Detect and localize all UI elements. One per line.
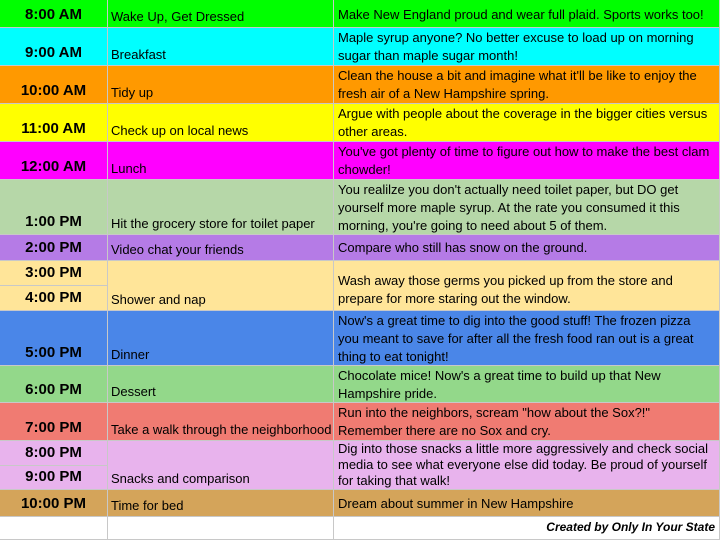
time-cell[interactable]: 3:00 PM bbox=[0, 261, 107, 286]
row-1pm bbox=[0, 180, 720, 235]
description-cell[interactable]: Clean the house a bit and imagine what it'll be like to enjoy the fresh air of a New Hampshire spring. bbox=[334, 66, 720, 104]
row-11am bbox=[0, 104, 720, 142]
activity-text: Video chat your friends bbox=[111, 242, 244, 257]
time-cell[interactable]: 10:00 PM bbox=[0, 490, 108, 517]
description-cell[interactable]: Make New England proud and wear full plaid. Sports works too! bbox=[334, 0, 720, 28]
description-cell[interactable]: Compare who still has snow on the ground. bbox=[334, 235, 720, 261]
time-cell[interactable]: 10:00 AM bbox=[0, 66, 108, 104]
activity-text: Take a walk through the neighborhood bbox=[111, 422, 332, 437]
description-cell[interactable]: Now's a great time to dig into the good stuff! The frozen pizza you meant to save for after all the fresh food ran out is a great thing to eat tonight! bbox=[334, 311, 720, 366]
description-cell[interactable]: Chocolate mice! Now's a great time to build up that New Hampshire pride. bbox=[334, 366, 720, 403]
footer-cell[interactable] bbox=[334, 517, 720, 540]
activity-text: Dessert bbox=[111, 384, 156, 399]
activity-cell[interactable] bbox=[108, 366, 334, 403]
row-3-4pm bbox=[0, 261, 720, 311]
time-cell-merged bbox=[0, 441, 108, 490]
activity-cell[interactable] bbox=[108, 66, 334, 104]
description-cell[interactable]: Run into the neighbors, scream "how about the Sox?!" Remember there are no Sox and cry. bbox=[334, 403, 720, 441]
description-cell[interactable]: Dig into those snacks a little more aggressively and check social media to see what everyone else did today. Be proud of yourself for taking that walk! bbox=[334, 441, 720, 490]
time-cell[interactable]: 8:00 AM bbox=[0, 0, 108, 28]
activity-text: Wake Up, Get Dressed bbox=[111, 9, 245, 24]
description-cell[interactable]: Argue with people about the coverage in the bigger cities versus other areas. bbox=[334, 104, 720, 142]
row-2pm bbox=[0, 235, 720, 261]
row-10am bbox=[0, 66, 720, 104]
activity-text: Dinner bbox=[111, 347, 150, 362]
activity-text: Hit the grocery store for toilet paper bbox=[111, 216, 315, 231]
activity-text: Lunch bbox=[111, 161, 147, 176]
row-7pm bbox=[0, 403, 720, 441]
activity-text: Shower and nap bbox=[111, 292, 206, 307]
time-cell[interactable]: 2:00 PM bbox=[0, 235, 108, 261]
description-cell[interactable]: You've got plenty of time to figure out how to make the best clam chowder! bbox=[334, 142, 720, 180]
description-cell[interactable]: You realilze you don't actually need toilet paper, but DO get yourself more maple syrup. At the rate you consumed it this morning, you're going to need about 5 of them. bbox=[334, 180, 720, 235]
row-12am bbox=[0, 142, 720, 180]
footer-row bbox=[0, 517, 720, 540]
activity-text: Time for bed bbox=[111, 498, 184, 513]
activity-cell[interactable] bbox=[108, 403, 334, 441]
activity-text: Check up on local news bbox=[111, 123, 249, 138]
activity-text: Tidy up bbox=[111, 85, 154, 100]
activity-text: Breakfast bbox=[111, 47, 166, 62]
activity-cell[interactable] bbox=[108, 180, 334, 235]
time-cell[interactable]: 5:00 PM bbox=[0, 311, 108, 366]
activity-cell[interactable] bbox=[108, 441, 334, 490]
activity-cell[interactable] bbox=[108, 28, 334, 66]
description-cell[interactable]: Wash away those germs you picked up from the store and prepare for more staring out the window. bbox=[334, 261, 720, 311]
activity-cell[interactable] bbox=[108, 142, 334, 180]
row-9am bbox=[0, 28, 720, 66]
time-cell[interactable]: 9:00 PM bbox=[25, 468, 82, 485]
row-6pm bbox=[0, 366, 720, 403]
activity-cell[interactable] bbox=[108, 490, 334, 517]
row-10pm bbox=[0, 490, 720, 517]
activity-cell[interactable] bbox=[108, 311, 334, 366]
row-8am bbox=[0, 0, 720, 28]
time-cell[interactable]: 8:00 PM bbox=[0, 441, 107, 466]
activity-text: Snacks and comparison bbox=[111, 471, 250, 486]
time-cell[interactable]: 6:00 PM bbox=[0, 366, 108, 403]
activity-cell[interactable] bbox=[108, 0, 334, 28]
time-cell[interactable]: 9:00 AM bbox=[0, 28, 108, 66]
credit-text: Created by Only In Your State bbox=[546, 520, 715, 534]
row-5pm bbox=[0, 311, 720, 366]
time-cell[interactable]: 1:00 PM bbox=[0, 180, 108, 235]
time-cell[interactable]: 7:00 PM bbox=[0, 403, 108, 441]
time-cell[interactable]: 11:00 AM bbox=[0, 104, 108, 142]
empty-cell[interactable] bbox=[0, 517, 108, 540]
time-cell[interactable]: 12:00 AM bbox=[0, 142, 108, 180]
activity-cell[interactable] bbox=[108, 235, 334, 261]
activity-cell[interactable] bbox=[108, 104, 334, 142]
description-cell[interactable]: Dream about summer in New Hampshire bbox=[334, 490, 720, 517]
row-8-9pm bbox=[0, 441, 720, 490]
empty-cell[interactable] bbox=[108, 517, 334, 540]
description-cell[interactable]: Maple syrup anyone? No better excuse to load up on morning sugar than maple sugar month! bbox=[334, 28, 720, 66]
time-cell[interactable]: 4:00 PM bbox=[25, 289, 82, 306]
activity-cell[interactable] bbox=[108, 261, 334, 311]
time-cell-merged bbox=[0, 261, 108, 311]
